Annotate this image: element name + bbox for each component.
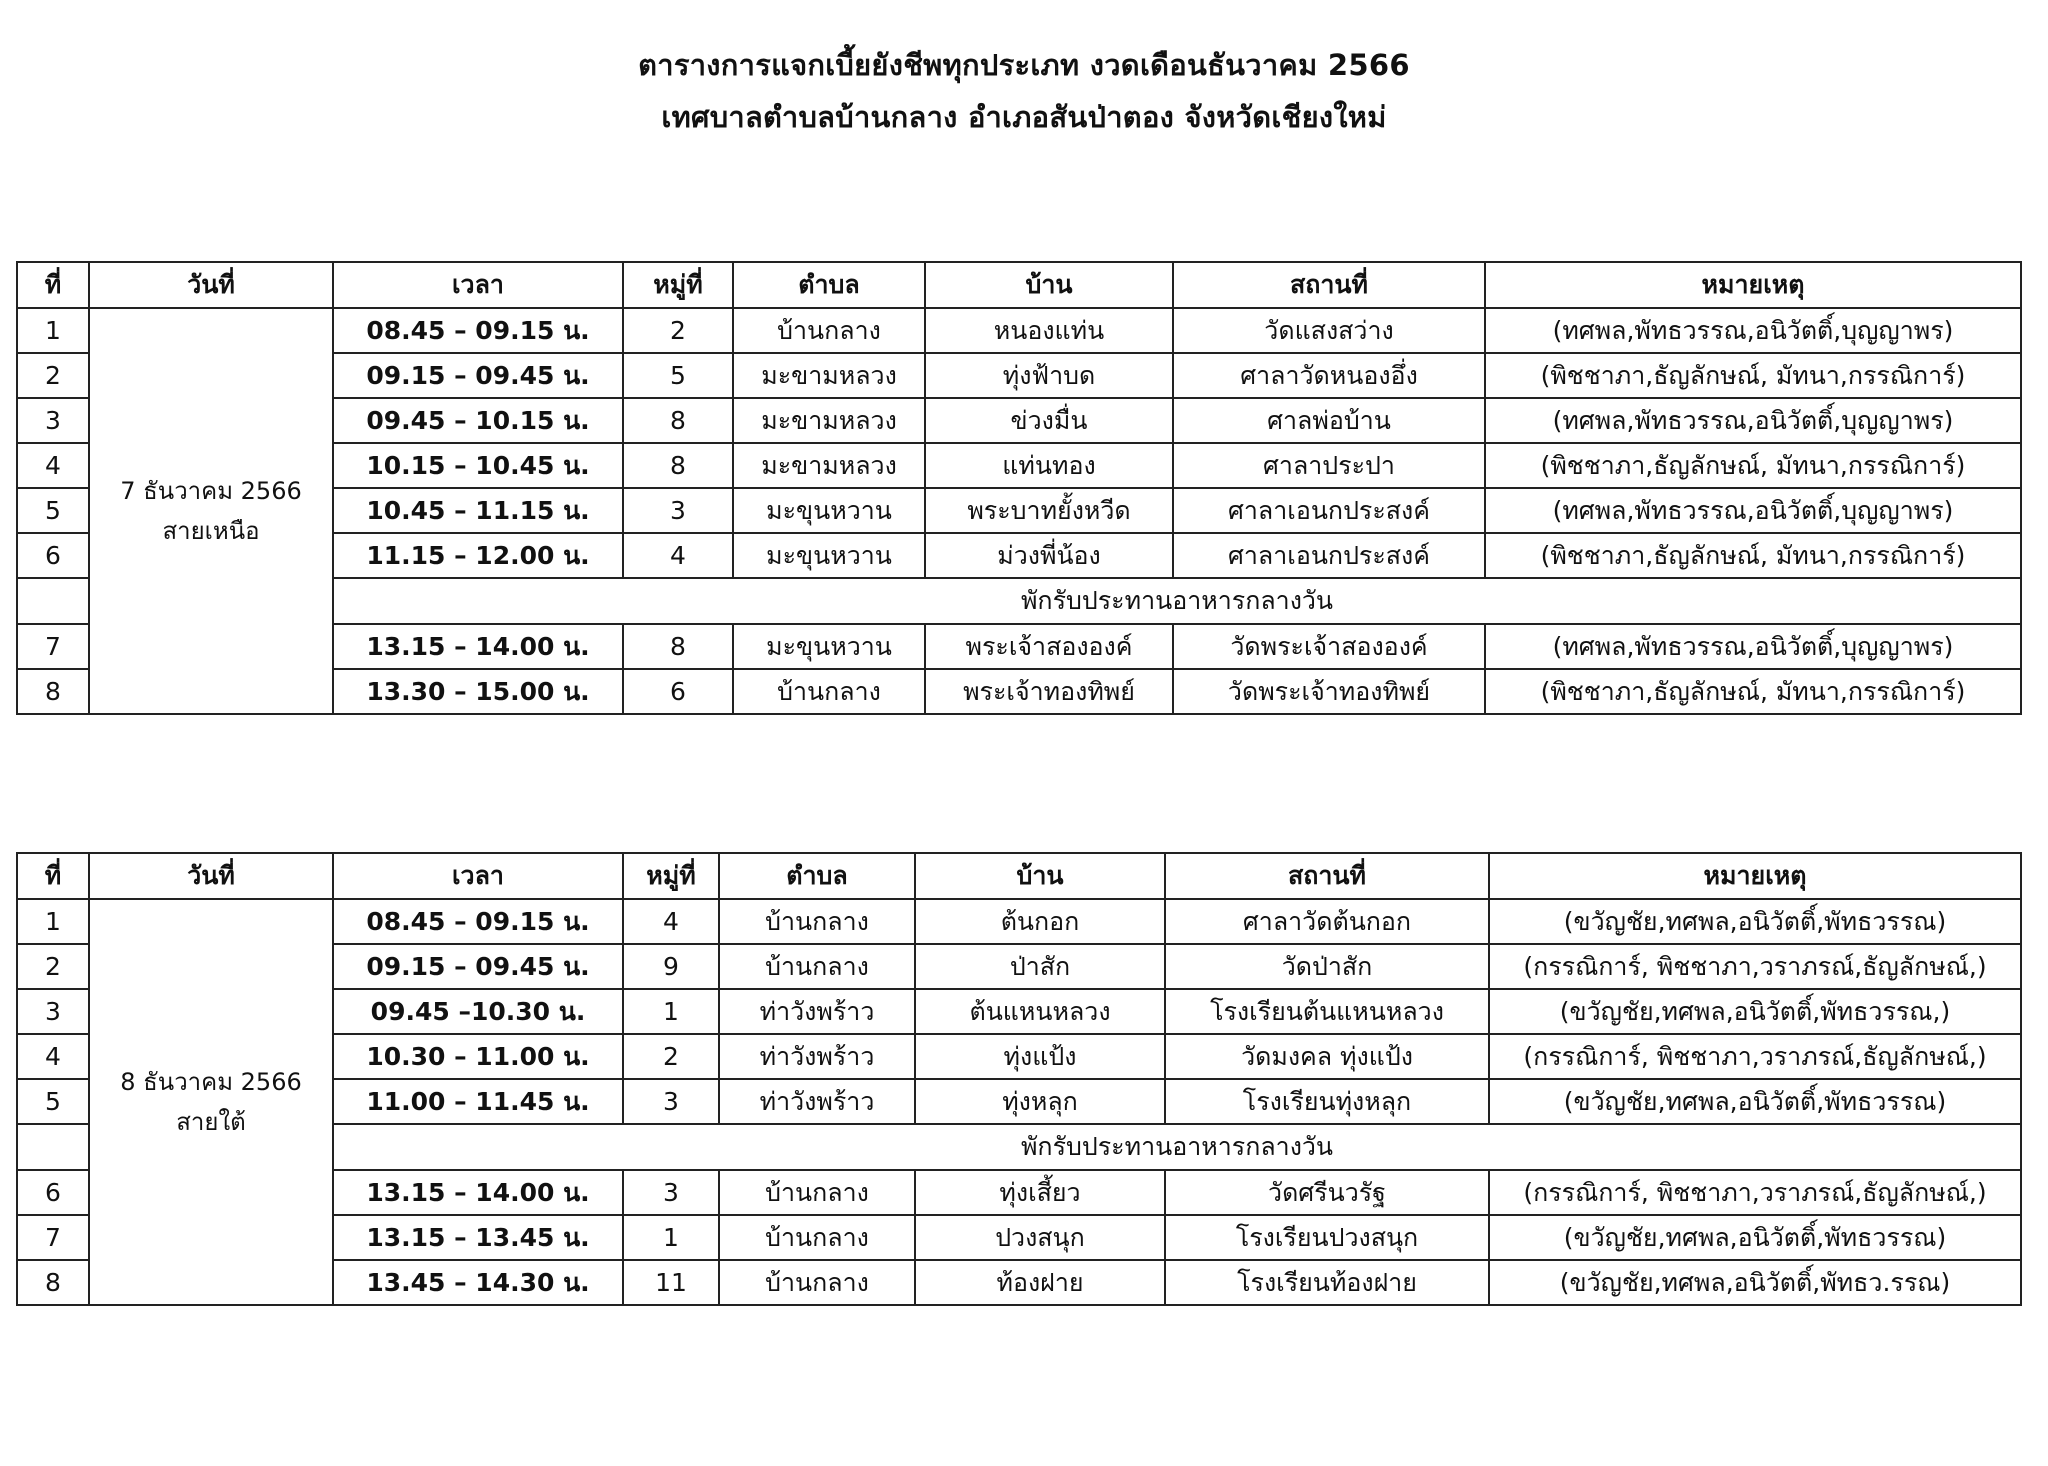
remark-cell: (ขวัญชัย,ทศพล,อนิวัตติ์,พัทธวรรณ,): [1489, 989, 2021, 1034]
time-cell: 09.15 – 09.45 น.: [333, 353, 623, 398]
moo-cell: 9: [623, 944, 719, 989]
village-cell: ท้องฝาย: [915, 1260, 1165, 1305]
tambon-cell: บ้านกลาง: [719, 899, 915, 944]
moo-cell: 8: [623, 443, 733, 488]
place-cell: โรงเรียนท้องฝาย: [1165, 1260, 1489, 1305]
village-cell: ต้นแหนหลวง: [915, 989, 1165, 1034]
moo-cell: 5: [623, 353, 733, 398]
time-cell: 13.15 – 14.00 น.: [333, 1170, 623, 1215]
header-date: วันที่: [89, 853, 333, 899]
village-cell: ทุ่งแป้ง: [915, 1034, 1165, 1079]
time-cell: 11.15 – 12.00 น.: [333, 533, 623, 578]
moo-cell: 4: [623, 899, 719, 944]
row-number: 1: [17, 308, 89, 353]
remark-cell: (กรรณิการ์, พิชชาภา,วราภรณ์,ธัญลักษณ์,): [1489, 944, 2021, 989]
village-cell: ทุ่งฟ้าบด: [925, 353, 1173, 398]
place-cell: วัดพระเจ้าสององค์: [1173, 624, 1485, 669]
row-number: 7: [17, 1215, 89, 1260]
tambon-cell: มะขามหลวง: [733, 398, 925, 443]
schedule-table-north: [16, 261, 2022, 715]
place-cell: ศาลาเอนกประสงค์: [1173, 533, 1485, 578]
header-village: บ้าน: [915, 853, 1165, 899]
remark-cell: (ขวัญชัย,ทศพล,อนิวัตติ์,พัทธวรรณ): [1489, 1215, 2021, 1260]
tambon-cell: ท่าวังพร้าว: [719, 1079, 915, 1124]
remark-cell: (ขวัญชัย,ทศพล,อนิวัตติ์,พัทธวรรณ): [1489, 899, 2021, 944]
village-cell: พระบาทยั้งหวีด: [925, 488, 1173, 533]
village-cell: ปวงสนุก: [915, 1215, 1165, 1260]
remark-cell: (ขวัญชัย,ทศพล,อนิวัตติ์,พัทธว.รรณ): [1489, 1260, 2021, 1305]
moo-cell: 2: [623, 308, 733, 353]
row-number: 7: [17, 624, 89, 669]
tambon-cell: บ้านกลาง: [719, 1170, 915, 1215]
header-no: ที่: [17, 853, 89, 899]
day-cell: [89, 899, 333, 1305]
tambon-cell: บ้านกลาง: [733, 308, 925, 353]
time-cell: 10.15 – 10.45 น.: [333, 443, 623, 488]
remark-cell: (ขวัญชัย,ทศพล,อนิวัตติ์,พัทธวรรณ): [1489, 1079, 2021, 1124]
remark-cell: (พิชชาภา,ธัญลักษณ์, มัทนา,กรรณิการ์): [1485, 443, 2021, 488]
row-number: [17, 578, 89, 624]
header-village: บ้าน: [925, 262, 1173, 308]
table-header-row: [17, 262, 2021, 308]
tambon-cell: มะขามหลวง: [733, 353, 925, 398]
remark-cell: (พิชชาภา,ธัญลักษณ์, มัทนา,กรรณิการ์): [1485, 533, 2021, 578]
time-cell: 08.45 – 09.15 น.: [333, 308, 623, 353]
village-cell: แท่นทอง: [925, 443, 1173, 488]
remark-cell: (ทศพล,พัทธวรรณ,อนิวัตติ์,บุญญาพร): [1485, 308, 2021, 353]
village-cell: ทุ่งเสี้ยว: [915, 1170, 1165, 1215]
remark-cell: (กรรณิการ์, พิชชาภา,วราภรณ์,ธัญลักษณ์,): [1489, 1034, 2021, 1079]
lunch-break-label: พักรับประทานอาหารกลางวัน: [333, 578, 2021, 624]
time-cell: 10.45 – 11.15 น.: [333, 488, 623, 533]
header-time: เวลา: [333, 853, 623, 899]
time-cell: 09.15 – 09.45 น.: [333, 944, 623, 989]
time-cell: 13.15 – 13.45 น.: [333, 1215, 623, 1260]
row-number: 3: [17, 989, 89, 1034]
row-number: 4: [17, 443, 89, 488]
row-number: 6: [17, 533, 89, 578]
day-label: 8 ธันวาคม 2566: [120, 1068, 302, 1096]
tambon-cell: บ้านกลาง: [719, 1260, 915, 1305]
row-number: 5: [17, 488, 89, 533]
time-cell: 13.30 – 15.00 น.: [333, 669, 623, 714]
lunch-break-label: พักรับประทานอาหารกลางวัน: [333, 1124, 2021, 1170]
village-cell: ป่าสัก: [915, 944, 1165, 989]
header-moo: หมู่ที่: [623, 853, 719, 899]
moo-cell: 8: [623, 624, 733, 669]
moo-cell: 11: [623, 1260, 719, 1305]
moo-cell: 1: [623, 1215, 719, 1260]
row-number: 4: [17, 1034, 89, 1079]
row-number: 5: [17, 1079, 89, 1124]
time-cell: 09.45 – 10.15 น.: [333, 398, 623, 443]
village-cell: ทุ่งหลุก: [915, 1079, 1165, 1124]
moo-cell: 2: [623, 1034, 719, 1079]
place-cell: ศาลาเอนกประสงค์: [1173, 488, 1485, 533]
tambon-cell: มะขุนหวาน: [733, 533, 925, 578]
village-cell: พระเจ้าสององค์: [925, 624, 1173, 669]
remark-cell: (ทศพล,พัทธวรรณ,อนิวัตติ์,บุญญาพร): [1485, 488, 2021, 533]
place-cell: ศาลาวัดต้นกอก: [1165, 899, 1489, 944]
place-cell: โรงเรียนต้นแหนหลวง: [1165, 989, 1489, 1034]
remark-cell: (พิชชาภา,ธัญลักษณ์, มัทนา,กรรณิการ์): [1485, 353, 2021, 398]
time-cell: 10.30 – 11.00 น.: [333, 1034, 623, 1079]
time-cell: 08.45 – 09.15 น.: [333, 899, 623, 944]
moo-cell: 3: [623, 1079, 719, 1124]
day-cell: [89, 308, 333, 714]
header-no: ที่: [17, 262, 89, 308]
time-cell: 09.45 –10.30 น.: [333, 989, 623, 1034]
table-row: [17, 308, 2021, 353]
place-cell: วัดมงคล ทุ่งแป้ง: [1165, 1034, 1489, 1079]
header-remark: หมายเหตุ: [1489, 853, 2021, 899]
place-cell: วัดแสงสว่าง: [1173, 308, 1485, 353]
place-cell: วัดป่าสัก: [1165, 944, 1489, 989]
place-cell: ศาลาประปา: [1173, 443, 1485, 488]
village-cell: ข่วงมื่น: [925, 398, 1173, 443]
route-label: สายใต้: [176, 1108, 246, 1136]
row-number: 3: [17, 398, 89, 443]
day-label: 7 ธันวาคม 2566: [120, 477, 302, 505]
header-moo: หมู่ที่: [623, 262, 733, 308]
row-number: 6: [17, 1170, 89, 1215]
header-place: สถานที่: [1173, 262, 1485, 308]
row-number: 1: [17, 899, 89, 944]
remark-cell: (กรรณิการ์, พิชชาภา,วราภรณ์,ธัญลักษณ์,): [1489, 1170, 2021, 1215]
row-number: 8: [17, 669, 89, 714]
tambon-cell: บ้านกลาง: [719, 944, 915, 989]
header-date: วันที่: [89, 262, 333, 308]
tambon-cell: มะขุนหวาน: [733, 488, 925, 533]
village-cell: ม่วงพี่น้อง: [925, 533, 1173, 578]
row-number: 8: [17, 1260, 89, 1305]
document-subtitle: เทศบาลตำบลบ้านกลาง อำเภอสันป่าตอง จังหวัดเชียงใหม่: [661, 100, 1387, 134]
row-number: 2: [17, 353, 89, 398]
time-cell: 13.45 – 14.30 น.: [333, 1260, 623, 1305]
tambon-cell: ท่าวังพร้าว: [719, 1034, 915, 1079]
row-number: 2: [17, 944, 89, 989]
remark-cell: (ทศพล,พัทธวรรณ,อนิวัตติ์,บุญญาพร): [1485, 398, 2021, 443]
place-cell: โรงเรียนทุ่งหลุก: [1165, 1079, 1489, 1124]
header-time: เวลา: [333, 262, 623, 308]
remark-cell: (พิชชาภา,ธัญลักษณ์, มัทนา,กรรณิการ์): [1485, 669, 2021, 714]
document-title: ตารางการแจกเบี้ยยังชีพทุกประเภท งวดเดือนธันวาคม 2566: [638, 48, 1410, 82]
remark-cell: (ทศพล,พัทธวรรณ,อนิวัตติ์,บุญญาพร): [1485, 624, 2021, 669]
time-cell: 11.00 – 11.45 น.: [333, 1079, 623, 1124]
moo-cell: 3: [623, 488, 733, 533]
moo-cell: 4: [623, 533, 733, 578]
tambon-cell: มะขุนหวาน: [733, 624, 925, 669]
table-header-row: [17, 853, 2021, 899]
village-cell: พระเจ้าทองทิพย์: [925, 669, 1173, 714]
place-cell: ศาลพ่อบ้าน: [1173, 398, 1485, 443]
place-cell: โรงเรียนปวงสนุก: [1165, 1215, 1489, 1260]
time-cell: 13.15 – 14.00 น.: [333, 624, 623, 669]
place-cell: ศาลาวัดหนองอึ่ง: [1173, 353, 1485, 398]
tambon-cell: บ้านกลาง: [733, 669, 925, 714]
village-cell: ต้นกอก: [915, 899, 1165, 944]
schedule-table-south: [16, 852, 2022, 1306]
tambon-cell: บ้านกลาง: [719, 1215, 915, 1260]
place-cell: วัดพระเจ้าทองทิพย์: [1173, 669, 1485, 714]
tambon-cell: มะขามหลวง: [733, 443, 925, 488]
header-place: สถานที่: [1165, 853, 1489, 899]
header-remark: หมายเหตุ: [1485, 262, 2021, 308]
moo-cell: 8: [623, 398, 733, 443]
moo-cell: 1: [623, 989, 719, 1034]
row-number: [17, 1124, 89, 1170]
moo-cell: 6: [623, 669, 733, 714]
header-tambon: ตำบล: [719, 853, 915, 899]
tambon-cell: ท่าวังพร้าว: [719, 989, 915, 1034]
village-cell: หนองแท่น: [925, 308, 1173, 353]
route-label: สายเหนือ: [162, 517, 260, 545]
header-tambon: ตำบล: [733, 262, 925, 308]
place-cell: วัดศรีนวรัฐ: [1165, 1170, 1489, 1215]
table-row: [17, 899, 2021, 944]
moo-cell: 3: [623, 1170, 719, 1215]
